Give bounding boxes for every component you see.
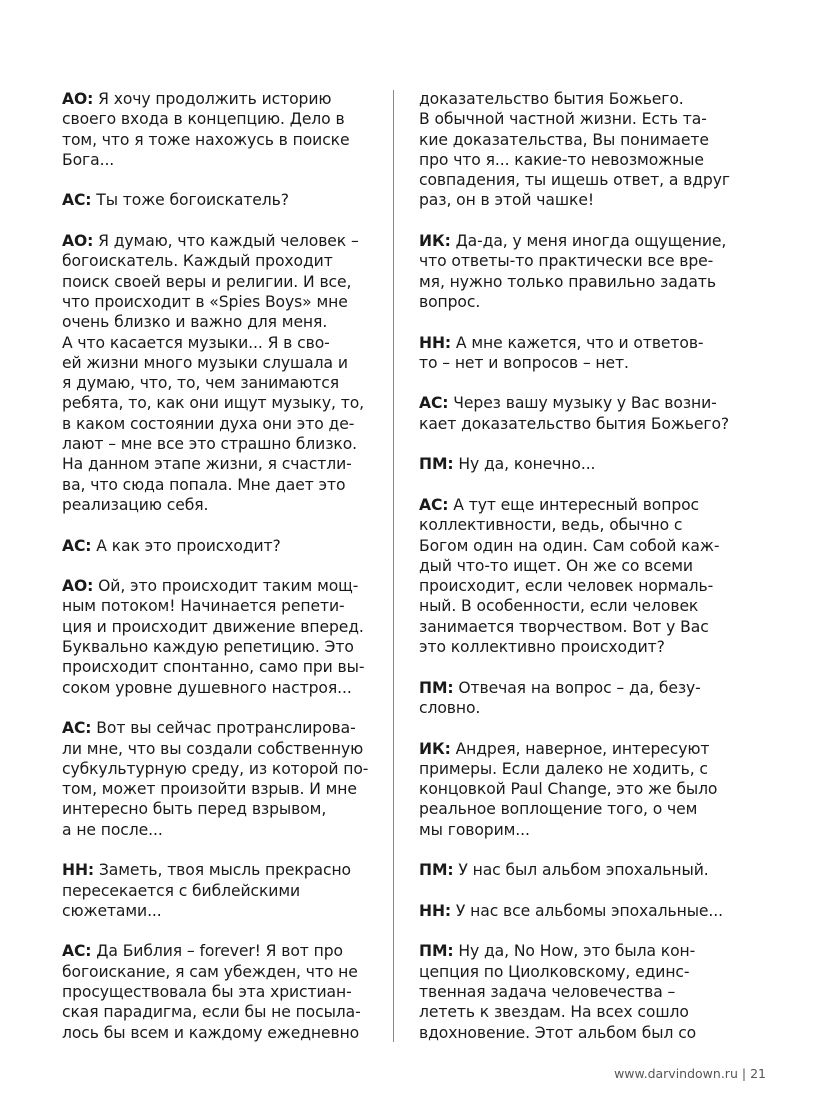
- line-text: Вот вы сейчас протранслирова-: [91, 719, 356, 738]
- speaker-label: НН:: [419, 901, 452, 920]
- line-text: поиск своей веры и религии. И все,: [62, 272, 352, 291]
- line-text: ва, что сюда попала. Мне дает это: [62, 475, 346, 494]
- line-text: Заметь, твоя мысль прекрасно: [94, 861, 351, 880]
- speaker-label: АО:: [62, 232, 94, 251]
- text-line: [419, 393, 739, 413]
- speaker-label: НН:: [62, 861, 95, 880]
- interview-paragraph: [419, 941, 739, 1042]
- line-text: происходит спонтанно, само при вы-: [62, 658, 365, 677]
- text-line: [62, 596, 372, 616]
- text-line: [62, 1023, 372, 1043]
- line-text: Буквально каждую репетицию. Это: [62, 638, 354, 657]
- line-text: доказательство бытия Божьего.: [419, 90, 684, 108]
- text-line: [62, 495, 372, 515]
- line-text: Я хочу продолжить историю: [93, 90, 332, 108]
- text-line: [419, 799, 739, 819]
- line-text: ребята, то, как они ищут музыку, то,: [62, 394, 364, 413]
- line-text: а не после...: [62, 820, 163, 839]
- text-line: [62, 820, 372, 840]
- speaker-label: АС:: [419, 394, 449, 413]
- text-line: [419, 982, 739, 1002]
- speaker-label: АО:: [62, 577, 94, 596]
- line-text: ли мне, что вы создали собственную: [62, 739, 364, 758]
- text-line: [419, 860, 739, 880]
- text-line: [62, 901, 372, 921]
- line-text: это коллективно происходит?: [419, 638, 665, 657]
- text-line: [62, 434, 372, 454]
- text-line: [419, 576, 739, 596]
- text-line: [419, 739, 739, 759]
- line-text: Андрея, наверное, интересуют: [450, 739, 710, 758]
- line-text: мы говорим...: [419, 820, 530, 839]
- text-line: [419, 1023, 739, 1043]
- text-line: [62, 576, 372, 596]
- line-text: В обычной частной жизни. Есть та-: [419, 110, 707, 129]
- line-text: Ну да, конечно...: [453, 455, 596, 474]
- line-text: А что касается музыки... Я в сво-: [62, 333, 330, 352]
- interview-paragraph: [419, 678, 739, 719]
- text-line: [62, 251, 372, 271]
- text-line: [62, 1002, 372, 1022]
- text-line: [62, 718, 372, 738]
- speaker-label: ПМ:: [419, 942, 454, 961]
- text-line: [419, 596, 739, 616]
- line-text: Через вашу музыку у Вас возни-: [448, 394, 717, 413]
- text-line: [419, 820, 739, 840]
- line-text: том, что я тоже нахожусь в поиске: [62, 130, 350, 149]
- line-text: мя, нужно только правильно задать: [419, 272, 716, 291]
- line-text: в каком состоянии духа они это де-: [62, 414, 355, 433]
- line-text: совпадения, ты ищешь ответ, а вдруг: [419, 171, 730, 190]
- text-line: [419, 901, 739, 921]
- interview-paragraph: [419, 333, 739, 374]
- speaker-label: АС:: [62, 942, 92, 961]
- text-line: [419, 292, 739, 312]
- interview-paragraph: [419, 393, 739, 434]
- text-line: [62, 312, 372, 332]
- line-text: том, может произойти взрыв. И мне: [62, 780, 357, 799]
- line-text: соком уровне душевного настроя...: [62, 678, 352, 697]
- interview-paragraph: [419, 495, 739, 657]
- line-text: очень близко и важно для меня.: [62, 313, 328, 332]
- text-line: [62, 799, 372, 819]
- footer-site-url: www.darvindown.ru: [614, 1066, 738, 1081]
- line-text: словно.: [419, 698, 481, 717]
- text-line: [419, 637, 739, 657]
- interview-paragraph: [62, 89, 372, 170]
- text-line: [62, 739, 372, 759]
- interview-paragraph: [419, 901, 739, 921]
- speaker-label: ИК:: [419, 232, 451, 251]
- line-text: кает доказательство бытия Божьего?: [419, 414, 730, 433]
- line-text: Да Библия – forever! Я вот про: [91, 942, 343, 961]
- line-text: своего входа в концепцию. Дело в: [62, 110, 345, 129]
- line-text: лают – мне все это страшно близко.: [62, 435, 358, 454]
- line-text: пересекается с библейскими: [62, 881, 301, 900]
- text-line: [62, 292, 372, 312]
- line-text: Ну да, No How, это была кон-: [453, 942, 696, 961]
- speaker-label: АС:: [419, 495, 449, 514]
- text-line: [419, 515, 739, 535]
- text-line: [62, 130, 372, 150]
- text-line: [62, 536, 372, 556]
- text-line: [419, 759, 739, 779]
- line-text: занимается творчеством. Вот у Вас: [419, 617, 709, 636]
- text-line: [419, 333, 739, 353]
- interview-paragraph: [62, 576, 372, 698]
- line-text: ный. В особенности, если человек: [419, 597, 699, 616]
- text-line: [419, 251, 739, 271]
- text-line: [419, 1002, 739, 1022]
- text-line: [419, 130, 739, 150]
- text-line: [419, 779, 739, 799]
- text-line: [419, 556, 739, 576]
- line-text: ция и происходит движение вперед.: [62, 617, 364, 636]
- interview-paragraph: [419, 231, 739, 312]
- line-text: А мне кажется, что и ответов-: [451, 333, 704, 352]
- text-line: [62, 231, 372, 251]
- text-line: [62, 617, 372, 637]
- text-line: [419, 536, 739, 556]
- page-number: 21: [750, 1066, 766, 1081]
- text-line: [62, 475, 372, 495]
- interview-paragraph: [419, 739, 739, 840]
- text-line: [62, 678, 372, 698]
- text-line: [419, 698, 739, 718]
- text-line: [62, 333, 372, 353]
- text-line: [419, 454, 739, 474]
- interview-paragraph: [62, 231, 372, 515]
- line-text: У нас все альбомы эпохальные...: [451, 901, 723, 920]
- text-line: [419, 353, 739, 373]
- speaker-label: АО:: [62, 90, 94, 108]
- line-text: А как это происходит?: [91, 536, 281, 555]
- line-text: интересно быть перед взрывом,: [62, 800, 327, 819]
- text-line: [62, 393, 372, 413]
- text-line: [419, 962, 739, 982]
- text-line: [62, 109, 372, 129]
- line-text: субкультурную среду, из которой по-: [62, 759, 369, 778]
- text-line: [62, 941, 372, 961]
- line-text: коллективности, ведь, обычно с: [419, 516, 683, 535]
- line-text: Бога...: [62, 150, 115, 169]
- text-line: [62, 962, 372, 982]
- speaker-label: НН:: [419, 333, 452, 352]
- interview-paragraph: [62, 536, 372, 556]
- text-line: [62, 759, 372, 779]
- line-text: цепция по Циолковскому, единс-: [419, 962, 690, 981]
- speaker-label: АС:: [62, 191, 92, 210]
- text-line: [62, 657, 372, 677]
- text-line: [62, 982, 372, 1002]
- text-line: [62, 454, 372, 474]
- line-text: реализацию себя.: [62, 495, 209, 514]
- text-line: [62, 190, 372, 210]
- interview-paragraph: [419, 860, 739, 880]
- page-footer: [614, 1066, 766, 1081]
- line-text: ным потоком! Начинается репети-: [62, 597, 345, 616]
- line-text: ская парадигма, если бы не посыла-: [62, 1003, 361, 1022]
- speaker-label: АС:: [62, 719, 92, 738]
- text-line: [62, 881, 372, 901]
- line-text: концовкой Paul Change, это же было: [419, 780, 718, 799]
- line-text: вдохновение. Этот альбом был со: [419, 1023, 697, 1042]
- speaker-label: ПМ:: [419, 861, 454, 880]
- text-line: [419, 150, 739, 170]
- line-text: богоискатель. Каждый проходит: [62, 252, 333, 271]
- text-line: [62, 353, 372, 373]
- speaker-label: ПМ:: [419, 455, 454, 474]
- line-text: я думаю, что, то, чем занимаются: [62, 374, 339, 393]
- footer-separator: |: [741, 1066, 747, 1081]
- text-line: [419, 678, 739, 698]
- text-line: [419, 941, 739, 961]
- line-text: Я думаю, что каждый человек –: [93, 232, 359, 251]
- line-text: Ты тоже богоискатель?: [91, 191, 289, 210]
- right-column: [419, 89, 739, 1063]
- text-line: [62, 414, 372, 434]
- text-line: [419, 414, 739, 434]
- text-line: [419, 272, 739, 292]
- line-text: примеры. Если далеко не ходить, с: [419, 759, 708, 778]
- line-text: лось бы всем и каждому ежедневно: [62, 1023, 360, 1042]
- text-line: [419, 190, 739, 210]
- line-text: Да-да, у меня иногда ощущение,: [450, 232, 727, 251]
- line-text: лететь к звездам. На всех сошло: [419, 1003, 689, 1022]
- line-text: то – нет и вопросов – нет.: [419, 353, 629, 372]
- line-text: Отвечая на вопрос – да, безу-: [453, 678, 701, 697]
- text-line: [419, 109, 739, 129]
- column-divider: [393, 90, 394, 1042]
- text-line: [62, 637, 372, 657]
- text-line: [62, 779, 372, 799]
- line-text: про что я... какие-то невозможные: [419, 150, 704, 169]
- interview-paragraph: [62, 190, 372, 210]
- line-text: вопрос.: [419, 292, 481, 311]
- speaker-label: ИК:: [419, 739, 451, 758]
- line-text: сюжетами...: [62, 901, 162, 920]
- line-text: реальное воплощение того, о чем: [419, 800, 698, 819]
- line-text: происходит, если человек нормаль-: [419, 577, 714, 596]
- line-text: раз, он в этой чашке!: [419, 191, 594, 210]
- interview-paragraph: [419, 454, 739, 474]
- speaker-label: АС:: [62, 536, 92, 555]
- line-text: что ответы-то практически все вре-: [419, 252, 714, 271]
- line-text: А тут еще интересный вопрос: [448, 495, 700, 514]
- line-text: богоискание, я сам убежден, что не: [62, 962, 358, 981]
- text-line: [419, 617, 739, 637]
- line-text: твенная задача человечества –: [419, 983, 676, 1002]
- text-line: [62, 272, 372, 292]
- line-text: дый что-то ищет. Он же со всеми: [419, 556, 693, 575]
- line-text: У нас был альбом эпохальный.: [453, 861, 709, 880]
- left-column: [62, 89, 372, 1063]
- text-line: [62, 373, 372, 393]
- text-line: [62, 89, 372, 109]
- interview-paragraph: [419, 89, 739, 211]
- text-line: [419, 495, 739, 515]
- interview-paragraph: [62, 718, 372, 840]
- line-text: просуществовала бы эта христиан-: [62, 983, 352, 1002]
- line-text: На данном этапе жизни, я счастли-: [62, 455, 352, 474]
- text-line: [419, 89, 739, 109]
- text-line: [419, 231, 739, 251]
- line-text: Ой, это происходит таким мощ-: [93, 577, 359, 596]
- text-line: [419, 170, 739, 190]
- interview-paragraph: [62, 941, 372, 1042]
- text-line: [62, 860, 372, 880]
- text-line: [62, 150, 372, 170]
- speaker-label: ПМ:: [419, 678, 454, 697]
- line-text: Богом один на один. Сам собой каж-: [419, 536, 720, 555]
- interview-paragraph: [62, 860, 372, 921]
- line-text: ей жизни много музыки слушала и: [62, 353, 348, 372]
- line-text: кие доказательства, Вы понимаете: [419, 130, 709, 149]
- line-text: что происходит в «Spies Boys» мне: [62, 292, 348, 311]
